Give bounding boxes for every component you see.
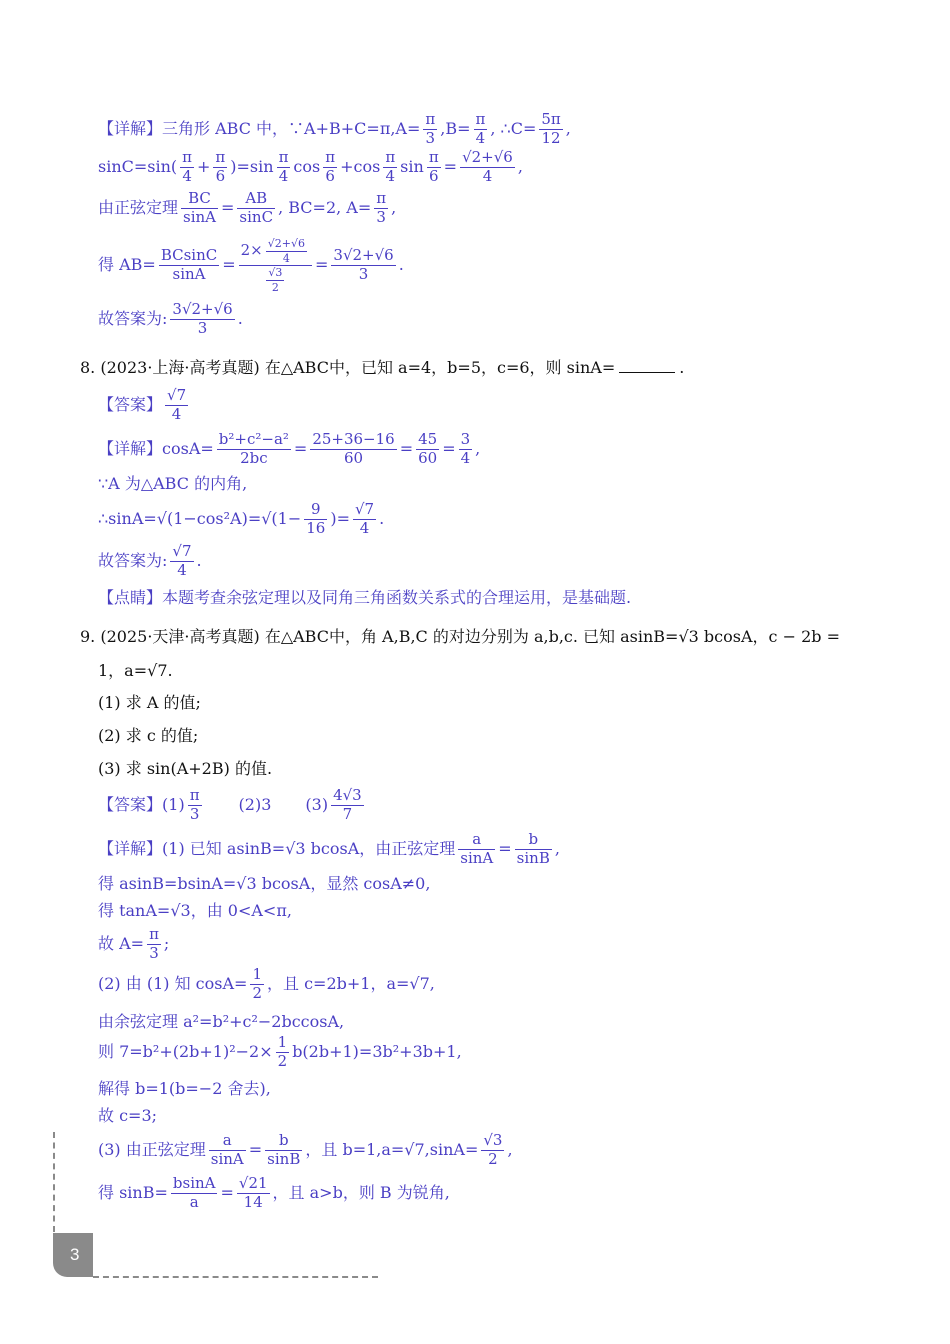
detail-tag: 【详解】 bbox=[98, 118, 163, 138]
fraction bbox=[188, 788, 202, 823]
fraction bbox=[383, 150, 397, 185]
text: , bbox=[517, 156, 523, 176]
numerator: π bbox=[475, 110, 486, 128]
denominator: 3 bbox=[376, 207, 386, 226]
denominator: 3 bbox=[425, 128, 436, 147]
fraction bbox=[353, 502, 376, 537]
label: (1) bbox=[162, 794, 185, 814]
q8-detail-line-4 bbox=[98, 544, 202, 579]
denominator: sinB bbox=[267, 1149, 301, 1168]
q8-detail-line-3 bbox=[98, 502, 384, 537]
q7-detail-line-1 bbox=[98, 112, 571, 147]
q8-question bbox=[80, 358, 684, 377]
fraction bbox=[159, 248, 219, 283]
numerator: BC bbox=[181, 191, 218, 209]
fraction bbox=[460, 150, 515, 185]
text: ，且 b=1,a=√7,sinA= bbox=[305, 1139, 479, 1159]
detail-tag: 【详解】 bbox=[98, 838, 163, 858]
denominator bbox=[239, 266, 312, 293]
numerator: π bbox=[215, 148, 226, 166]
text: . bbox=[679, 358, 685, 377]
answer-3 bbox=[305, 786, 366, 823]
numerator: √3 bbox=[268, 266, 283, 280]
text: , bbox=[554, 838, 560, 858]
fraction bbox=[147, 927, 161, 962]
denominator: 2bc bbox=[240, 448, 268, 467]
q9-solution-6: 由余弦定理 a²=b²+c²−2bccosA, bbox=[98, 1012, 345, 1031]
denominator: 4 bbox=[278, 166, 289, 185]
q9-solution-10 bbox=[98, 1133, 513, 1168]
q9-solution-1 bbox=[98, 832, 560, 867]
denominator: 4 bbox=[182, 166, 192, 185]
fraction bbox=[331, 248, 395, 283]
fraction bbox=[165, 388, 188, 423]
q9-part-3: (3) 求 sin(A+2B) 的值. bbox=[98, 759, 273, 778]
denominator: 6 bbox=[325, 166, 335, 185]
label: (3) bbox=[305, 794, 329, 814]
question-text: 8. (2023·上海·高考真题) 在△ABC中，已知 a=4，b=5，c=6，则 sinA= bbox=[80, 358, 616, 377]
denominator: 4 bbox=[460, 448, 471, 467]
text: = bbox=[399, 438, 414, 458]
denominator: 6 bbox=[428, 166, 439, 185]
numerator: √21 bbox=[238, 1174, 268, 1192]
text: = bbox=[248, 1139, 263, 1159]
fraction bbox=[213, 150, 227, 185]
text: 则 7=b²+(2b+1)²−2× bbox=[98, 1041, 273, 1061]
q9-solution-3: 得 tanA=√3，由 0<A<π, bbox=[98, 901, 292, 920]
numerator: π bbox=[182, 148, 193, 166]
q9-solution-11 bbox=[98, 1176, 450, 1211]
text: = bbox=[498, 838, 512, 858]
text: . bbox=[237, 308, 243, 328]
numerator: 3√2+√6 bbox=[172, 300, 233, 318]
numerator: 1 bbox=[277, 1033, 288, 1051]
fraction bbox=[374, 191, 388, 226]
fraction bbox=[474, 112, 488, 147]
text: b(2b+1)=3b²+3b+1, bbox=[292, 1041, 462, 1061]
q9-question-line-1: 9. (2025·天津·高考真题) 在△ABC中，角 A,B,C 的对边分别为 a,b,c. 已知 asinB=√3 bcosA，c − 2b = bbox=[80, 627, 840, 646]
fraction bbox=[237, 1176, 270, 1211]
fraction bbox=[265, 1133, 302, 1168]
text: 故 A= bbox=[98, 933, 145, 953]
text: 得 AB= bbox=[98, 255, 156, 275]
numerator: 4√3 bbox=[333, 786, 362, 804]
denominator: sinB bbox=[516, 848, 550, 867]
numerator: π bbox=[278, 148, 289, 166]
numerator: π bbox=[189, 786, 200, 804]
text: = bbox=[221, 197, 235, 217]
denominator: 4 bbox=[171, 404, 182, 423]
q7-detail-line-2 bbox=[98, 150, 523, 185]
denominator: 4 bbox=[177, 560, 187, 579]
q8-answer bbox=[98, 388, 191, 423]
numerator: √7 bbox=[355, 500, 375, 518]
numerator: b bbox=[515, 832, 552, 850]
fraction bbox=[277, 150, 291, 185]
numerator: π bbox=[428, 148, 439, 166]
text: = bbox=[315, 255, 329, 275]
denominator: 2 bbox=[271, 280, 279, 294]
answer-tag: 【答案】 bbox=[98, 794, 163, 814]
text: , bbox=[391, 197, 397, 217]
compound-fraction bbox=[239, 238, 312, 293]
text: ,B= bbox=[440, 118, 471, 138]
text: = bbox=[220, 1182, 234, 1202]
denominator: sinC bbox=[239, 207, 274, 226]
numerator: b²+c²−a² bbox=[218, 430, 289, 448]
denominator: 3 bbox=[197, 318, 208, 337]
answer-blank bbox=[619, 358, 675, 373]
fraction bbox=[266, 267, 284, 293]
text: , ∴C= bbox=[490, 118, 537, 138]
text: ∴sinA=√(1−cos²A)=√(1− bbox=[98, 508, 302, 528]
numerator: 3√2+√6 bbox=[333, 246, 394, 265]
text: . bbox=[379, 508, 385, 528]
numerator bbox=[239, 238, 312, 266]
fraction bbox=[423, 112, 437, 147]
text: (2) 由 (1) 知 cosA= bbox=[98, 973, 248, 993]
fraction bbox=[217, 432, 291, 467]
denominator: 2 bbox=[252, 983, 262, 1002]
text: , BC=2, A= bbox=[278, 197, 372, 217]
q9-solution-5 bbox=[98, 967, 435, 1002]
fraction bbox=[323, 150, 337, 185]
numerator: π bbox=[385, 148, 396, 166]
fraction bbox=[170, 544, 193, 579]
text: ; bbox=[163, 933, 170, 953]
numerator: √2+√6 bbox=[267, 237, 305, 250]
footer-vertical-dashed-line bbox=[53, 1132, 55, 1232]
denominator: 14 bbox=[243, 1192, 263, 1211]
detail-tag: 【详解】 bbox=[98, 438, 163, 458]
text: )= bbox=[330, 508, 350, 528]
fraction bbox=[481, 1133, 504, 1168]
q9-answer bbox=[98, 788, 367, 823]
text: 故答案为: bbox=[98, 308, 168, 328]
text: 得 sinB= bbox=[98, 1182, 168, 1202]
numerator: 45 bbox=[418, 430, 438, 448]
denominator: 4 bbox=[475, 128, 486, 147]
q9-solution-9: 故 c=3; bbox=[98, 1106, 158, 1125]
q8-detail-line-2: ∵A 为△ABC 的内角, bbox=[98, 474, 248, 493]
numerator: bsinA bbox=[172, 1174, 216, 1192]
numerator: 25+36−16 bbox=[312, 430, 395, 448]
numerator: 1 bbox=[252, 965, 262, 983]
q9-solution-2: 得 asinB=bsinA=√3 bcosA，显然 cosA≠0, bbox=[98, 874, 431, 893]
q9-solution-7 bbox=[98, 1035, 462, 1070]
text: ，且 a>b，则 B 为锐角, bbox=[272, 1182, 450, 1202]
denominator: 4 bbox=[359, 518, 370, 537]
numerator: π bbox=[325, 148, 336, 166]
text: = bbox=[442, 438, 456, 458]
q7-detail-line-3 bbox=[98, 191, 396, 226]
numerator: BCsinC bbox=[160, 246, 218, 265]
q8-detail-line-1 bbox=[98, 432, 480, 467]
denominator: sinA bbox=[172, 265, 206, 284]
denominator: 7 bbox=[342, 804, 353, 823]
fraction bbox=[304, 502, 327, 537]
q9-solution-4 bbox=[98, 927, 169, 962]
text: = bbox=[222, 255, 236, 275]
numerator: 9 bbox=[304, 502, 327, 520]
text: . bbox=[196, 550, 202, 570]
q8-note: 【点睛】本题考查余弦定理以及同角三角函数关系式的合理运用，是基础题. bbox=[98, 588, 632, 607]
text: 故答案为: bbox=[98, 550, 168, 570]
text: 三角形 ABC 中，∵A+B+C=π,A= bbox=[162, 118, 421, 138]
numerator: b bbox=[265, 1133, 302, 1151]
fraction bbox=[266, 238, 307, 264]
fraction bbox=[458, 832, 495, 867]
text: cos bbox=[293, 156, 321, 176]
denominator: 60 bbox=[343, 448, 364, 467]
text: sin bbox=[400, 156, 424, 176]
denominator: 3 bbox=[358, 265, 369, 284]
denominator: 6 bbox=[215, 166, 226, 185]
denominator: 2 bbox=[488, 1149, 498, 1168]
text: (1) 已知 asinB=√3 bcosA，由正弦定理 bbox=[162, 838, 456, 858]
numerator: a bbox=[458, 832, 495, 850]
fraction bbox=[180, 150, 194, 185]
numerator: π bbox=[376, 189, 387, 207]
numerator: 3 bbox=[460, 430, 471, 448]
text: , bbox=[475, 438, 481, 458]
denominator: 3 bbox=[189, 804, 200, 823]
text: = bbox=[443, 156, 458, 176]
q9-question-line-2: 1，a=√7. bbox=[98, 661, 173, 680]
fraction bbox=[170, 302, 234, 337]
fraction bbox=[539, 112, 562, 147]
numerator: AB bbox=[237, 191, 275, 209]
numerator: a bbox=[209, 1133, 246, 1151]
numerator: √2+√6 bbox=[462, 148, 513, 166]
denominator: sinA bbox=[460, 848, 494, 867]
q7-detail-line-4 bbox=[98, 238, 404, 293]
fraction bbox=[459, 432, 473, 467]
q7-detail-line-5 bbox=[98, 302, 243, 337]
fraction bbox=[515, 832, 552, 867]
denominator: sinA bbox=[210, 1149, 244, 1168]
numerator: π bbox=[149, 925, 159, 943]
fraction bbox=[416, 432, 439, 467]
denominator: 4 bbox=[385, 166, 396, 185]
q9-solution-8: 解得 b=1(b=−2 舍去), bbox=[98, 1079, 271, 1098]
text: +cos bbox=[340, 156, 381, 176]
page-number: 3 bbox=[70, 1245, 80, 1264]
fraction bbox=[276, 1035, 290, 1070]
text: , bbox=[565, 118, 571, 138]
text: + bbox=[197, 156, 211, 176]
numerator: √7 bbox=[167, 386, 187, 404]
fraction bbox=[209, 1133, 246, 1168]
denominator: a bbox=[189, 1192, 199, 1211]
numerator: 5π bbox=[541, 110, 561, 128]
denominator: 4 bbox=[482, 166, 493, 185]
fraction bbox=[237, 191, 275, 226]
fraction bbox=[427, 150, 441, 185]
q9-part-1: (1) 求 A 的值; bbox=[98, 693, 201, 712]
text: = bbox=[293, 438, 308, 458]
denominator: 12 bbox=[541, 128, 561, 147]
numerator: √7 bbox=[172, 542, 192, 560]
fraction bbox=[250, 967, 264, 1002]
text: , bbox=[507, 1139, 513, 1159]
answer-tag: 【答案】 bbox=[98, 394, 163, 414]
denominator: 2 bbox=[277, 1051, 288, 1070]
text: )=sin bbox=[230, 156, 274, 176]
fraction bbox=[171, 1176, 218, 1211]
fraction bbox=[331, 788, 364, 823]
answer-2: (2)3 bbox=[238, 794, 272, 814]
denominator: sinA bbox=[183, 207, 217, 226]
denominator: 60 bbox=[418, 448, 438, 467]
denominator: 4 bbox=[282, 251, 290, 265]
denominator: 3 bbox=[149, 943, 159, 962]
fraction bbox=[181, 191, 218, 226]
answer-1 bbox=[162, 788, 205, 823]
denominator: 16 bbox=[306, 518, 326, 537]
text: cosA= bbox=[162, 438, 214, 458]
text: sinC=sin( bbox=[98, 156, 178, 176]
fraction bbox=[310, 432, 396, 467]
q9-part-2: (2) 求 c 的值; bbox=[98, 726, 199, 745]
text: 2× bbox=[240, 241, 263, 260]
text: . bbox=[398, 255, 404, 275]
text: (3) 由正弦定理 bbox=[98, 1139, 206, 1159]
numerator: √3 bbox=[483, 1131, 503, 1149]
text: ，且 c=2b+1，a=√7, bbox=[267, 973, 435, 993]
numerator: π bbox=[425, 110, 436, 128]
footer-horizontal-dashed-line bbox=[93, 1276, 378, 1278]
text: 由正弦定理 bbox=[98, 197, 179, 217]
